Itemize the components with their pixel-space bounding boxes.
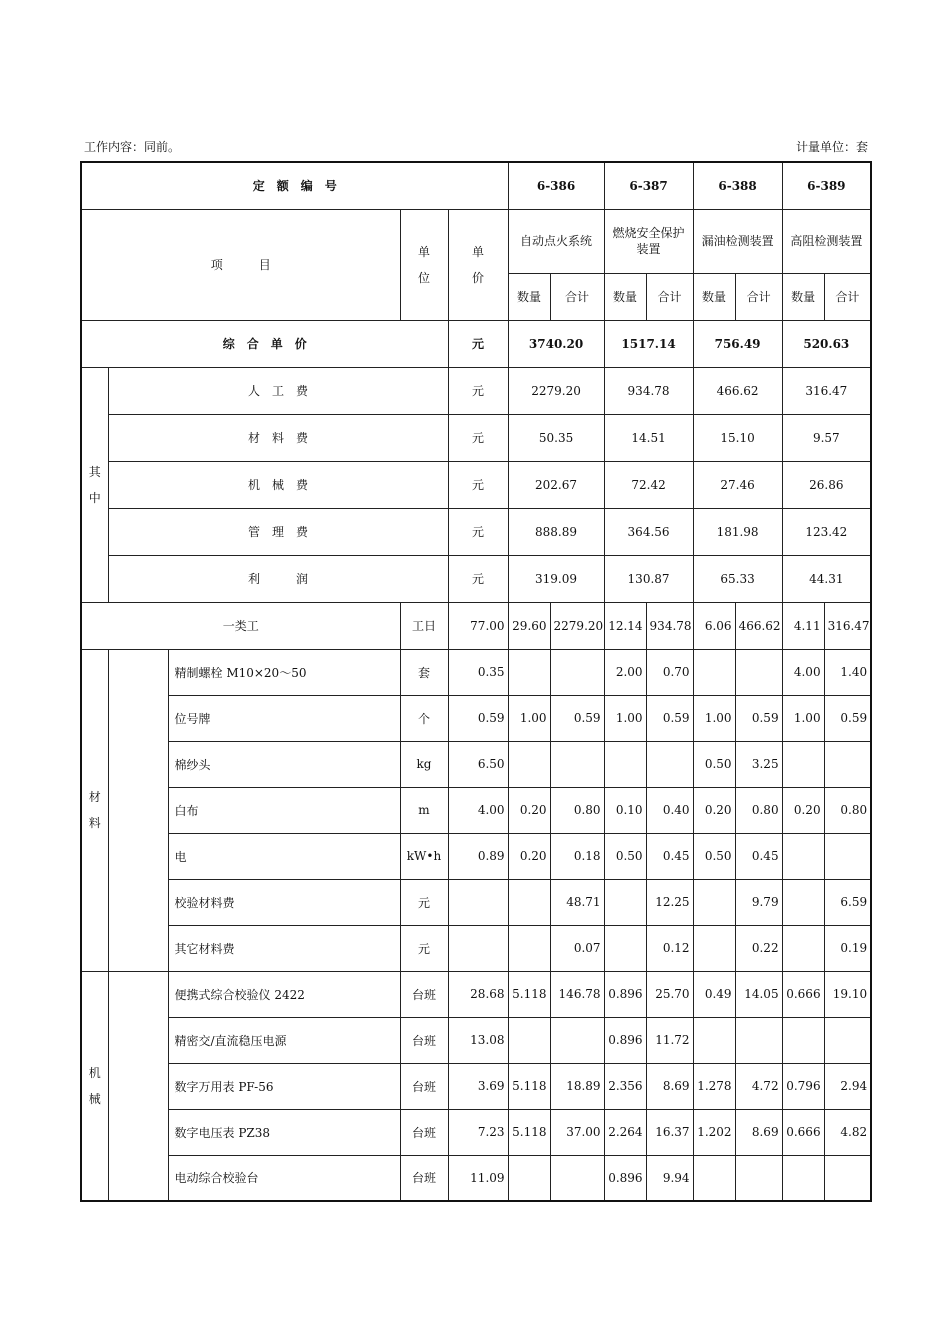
- among-item-value: 181.98: [693, 508, 782, 555]
- among-item-label: 人 工 费: [108, 367, 448, 414]
- machinery-cell: [735, 1155, 782, 1201]
- material-cell: [508, 741, 550, 787]
- material-cell: 0.45: [646, 833, 693, 879]
- material-cell: 0.59: [824, 695, 871, 741]
- material-cell: 0.20: [693, 787, 735, 833]
- machinery-cell: 2.94: [824, 1063, 871, 1109]
- material-cell: [824, 833, 871, 879]
- labor-unit: 工日: [400, 602, 448, 649]
- material-cell: 1.00: [604, 695, 646, 741]
- material-cell: 48.71: [550, 879, 604, 925]
- among-item-value: 44.31: [782, 555, 871, 602]
- machinery-unit: 台班: [400, 971, 448, 1017]
- among-item-value: 202.67: [508, 461, 604, 508]
- material-unit: 套: [400, 649, 448, 695]
- machinery-cell: 19.10: [824, 971, 871, 1017]
- among-item-value: 888.89: [508, 508, 604, 555]
- material-cell: 0.07: [550, 925, 604, 971]
- machinery-cell: 5.118: [508, 1063, 550, 1109]
- material-price: 0.59: [448, 695, 508, 741]
- machinery-cell: [824, 1155, 871, 1201]
- material-price: 4.00: [448, 787, 508, 833]
- machinery-cell: 5.118: [508, 971, 550, 1017]
- material-cell: [693, 649, 735, 695]
- material-cell: 0.80: [824, 787, 871, 833]
- labor-cell: 6.06: [693, 602, 735, 649]
- material-name: 白布: [168, 787, 400, 833]
- material-price: [448, 925, 508, 971]
- among-item-unit: 元: [448, 414, 508, 461]
- material-unit: 个: [400, 695, 448, 741]
- price-header: 单 价: [448, 209, 508, 320]
- machinery-cell: 4.72: [735, 1063, 782, 1109]
- machinery-cell: 5.118: [508, 1109, 550, 1155]
- among-item-value: 123.42: [782, 508, 871, 555]
- material-cell: 1.40: [824, 649, 871, 695]
- material-price: 0.35: [448, 649, 508, 695]
- quota-code: 6-389: [782, 162, 871, 209]
- machinery-cell: 1.278: [693, 1063, 735, 1109]
- among-item-unit: 元: [448, 367, 508, 414]
- material-cell: 1.00: [782, 695, 824, 741]
- machinery-cell: 0.796: [782, 1063, 824, 1109]
- machinery-cell: 14.05: [735, 971, 782, 1017]
- qty-header: 数量: [693, 273, 735, 320]
- material-cell: 0.50: [693, 741, 735, 787]
- item-name: 自动点火系统: [508, 209, 604, 273]
- among-item-value: 9.57: [782, 414, 871, 461]
- material-cell: [735, 649, 782, 695]
- material-price: 0.89: [448, 833, 508, 879]
- material-cell: 0.80: [735, 787, 782, 833]
- machinery-cell: 8.69: [646, 1063, 693, 1109]
- material-cell: 2.00: [604, 649, 646, 695]
- among-item-value: 2279.20: [508, 367, 604, 414]
- among-item-value: 50.35: [508, 414, 604, 461]
- among-item-value: 65.33: [693, 555, 782, 602]
- machinery-cell: [735, 1017, 782, 1063]
- labor-cell: 316.47: [824, 602, 871, 649]
- composite-unit: 元: [448, 320, 508, 367]
- among-item-unit: 元: [448, 508, 508, 555]
- machinery-price: 3.69: [448, 1063, 508, 1109]
- material-cell: 9.79: [735, 879, 782, 925]
- labor-cell: 12.14: [604, 602, 646, 649]
- machinery-unit: 台班: [400, 1109, 448, 1155]
- material-name: 棉纱头: [168, 741, 400, 787]
- item-header: 项 目: [81, 209, 400, 320]
- materials-blank: [108, 649, 168, 971]
- machinery-cell: [508, 1155, 550, 1201]
- material-cell: 0.20: [508, 787, 550, 833]
- labor-price: 77.00: [448, 602, 508, 649]
- labor-cell: 2279.20: [550, 602, 604, 649]
- material-price: [448, 879, 508, 925]
- material-cell: [646, 741, 693, 787]
- among-item-unit: 元: [448, 555, 508, 602]
- quota-table: [80, 161, 872, 1202]
- material-name: 电: [168, 833, 400, 879]
- machinery-cell: 8.69: [735, 1109, 782, 1155]
- machinery-price: 13.08: [448, 1017, 508, 1063]
- material-cell: [782, 925, 824, 971]
- measure-unit: 计量单位：套: [795, 140, 868, 154]
- machinery-cell: [550, 1017, 604, 1063]
- among-item-value: 319.09: [508, 555, 604, 602]
- machinery-name: 精密交/直流稳压电源: [168, 1017, 400, 1063]
- among-item-value: 466.62: [693, 367, 782, 414]
- total-header: 合计: [646, 273, 693, 320]
- material-cell: 1.00: [508, 695, 550, 741]
- material-cell: [782, 741, 824, 787]
- machinery-cell: 0.49: [693, 971, 735, 1017]
- quota-code: 6-386: [508, 162, 604, 209]
- material-unit: kg: [400, 741, 448, 787]
- material-cell: 0.19: [824, 925, 871, 971]
- material-cell: 3.25: [735, 741, 782, 787]
- machinery-cell: 0.896: [604, 1017, 646, 1063]
- material-cell: [508, 925, 550, 971]
- material-cell: [508, 879, 550, 925]
- machinery-cell: 37.00: [550, 1109, 604, 1155]
- material-cell: 0.45: [735, 833, 782, 879]
- machinery-unit: 台班: [400, 1017, 448, 1063]
- material-price: 6.50: [448, 741, 508, 787]
- machinery-cell: 25.70: [646, 971, 693, 1017]
- among-item-value: 15.10: [693, 414, 782, 461]
- labor-label: 一类工: [81, 602, 400, 649]
- material-cell: 0.50: [693, 833, 735, 879]
- machinery-cell: 146.78: [550, 971, 604, 1017]
- material-cell: 0.80: [550, 787, 604, 833]
- qty-header: 数量: [782, 273, 824, 320]
- material-cell: [508, 649, 550, 695]
- machinery-cell: [693, 1017, 735, 1063]
- material-cell: 0.18: [550, 833, 604, 879]
- among-item-value: 934.78: [604, 367, 693, 414]
- machinery-cell: [550, 1155, 604, 1201]
- material-name: 其它材料费: [168, 925, 400, 971]
- item-name: 高阻检测装置: [782, 209, 871, 273]
- item-name: 漏油检测装置: [693, 209, 782, 273]
- material-cell: 1.00: [693, 695, 735, 741]
- labor-cell: 29.60: [508, 602, 550, 649]
- material-cell: [550, 741, 604, 787]
- machinery-name: 便携式综合校验仪 2422: [168, 971, 400, 1017]
- material-unit: kW•h: [400, 833, 448, 879]
- composite-value: 1517.14: [604, 320, 693, 367]
- machinery-cell: 11.72: [646, 1017, 693, 1063]
- item-name: 燃烧安全保护装置: [604, 209, 693, 273]
- machinery-cell: [824, 1017, 871, 1063]
- material-cell: [604, 925, 646, 971]
- among-item-value: 26.86: [782, 461, 871, 508]
- material-cell: 0.59: [735, 695, 782, 741]
- quota-code: 6-388: [693, 162, 782, 209]
- machinery-name: 数字万用表 PF-56: [168, 1063, 400, 1109]
- material-cell: 0.12: [646, 925, 693, 971]
- among-item-value: 27.46: [693, 461, 782, 508]
- machinery-price: 11.09: [448, 1155, 508, 1201]
- labor-cell: 466.62: [735, 602, 782, 649]
- machinery-cell: 16.37: [646, 1109, 693, 1155]
- composite-label: 综 合 单 价: [81, 320, 448, 367]
- among-item-unit: 元: [448, 461, 508, 508]
- material-name: 校验材料费: [168, 879, 400, 925]
- machinery-cell: 18.89: [550, 1063, 604, 1109]
- composite-value: 3740.20: [508, 320, 604, 367]
- machinery-cell: 0.666: [782, 1109, 824, 1155]
- material-name: 精制螺栓 M10×20～50: [168, 649, 400, 695]
- material-cell: 0.20: [508, 833, 550, 879]
- among-item-value: 130.87: [604, 555, 693, 602]
- quota-code-label: 定 额 编 号: [81, 162, 508, 209]
- among-item-value: 72.42: [604, 461, 693, 508]
- material-cell: [782, 833, 824, 879]
- among-item-label: 机 械 费: [108, 461, 448, 508]
- among-label: 其 中: [81, 367, 108, 602]
- material-cell: 0.10: [604, 787, 646, 833]
- total-header: 合计: [735, 273, 782, 320]
- machinery-label: 机 械: [81, 971, 108, 1201]
- material-cell: 0.59: [646, 695, 693, 741]
- machinery-cell: 0.896: [604, 971, 646, 1017]
- machinery-cell: 4.82: [824, 1109, 871, 1155]
- material-unit: m: [400, 787, 448, 833]
- material-cell: [824, 741, 871, 787]
- among-item-label: 利 润: [108, 555, 448, 602]
- material-cell: 12.25: [646, 879, 693, 925]
- machinery-unit: 台班: [400, 1155, 448, 1201]
- machinery-cell: [693, 1155, 735, 1201]
- among-item-value: 316.47: [782, 367, 871, 414]
- machinery-cell: 2.356: [604, 1063, 646, 1109]
- material-cell: [782, 879, 824, 925]
- material-cell: 6.59: [824, 879, 871, 925]
- among-item-label: 材 料 费: [108, 414, 448, 461]
- composite-value: 520.63: [782, 320, 871, 367]
- material-cell: 0.20: [782, 787, 824, 833]
- work-content: 工作内容：同前。: [84, 140, 181, 154]
- among-item-label: 管 理 费: [108, 508, 448, 555]
- machinery-unit: 台班: [400, 1063, 448, 1109]
- material-cell: 0.22: [735, 925, 782, 971]
- labor-cell: 4.11: [782, 602, 824, 649]
- machinery-name: 电动综合校验台: [168, 1155, 400, 1201]
- material-cell: 0.59: [550, 695, 604, 741]
- machinery-cell: 1.202: [693, 1109, 735, 1155]
- labor-cell: 934.78: [646, 602, 693, 649]
- material-unit: 元: [400, 925, 448, 971]
- material-cell: 4.00: [782, 649, 824, 695]
- machinery-cell: [508, 1017, 550, 1063]
- material-cell: [604, 741, 646, 787]
- material-cell: [693, 879, 735, 925]
- quota-code: 6-387: [604, 162, 693, 209]
- machinery-price: 28.68: [448, 971, 508, 1017]
- machinery-name: 数字电压表 PZ38: [168, 1109, 400, 1155]
- material-cell: 0.70: [646, 649, 693, 695]
- unit-header: 单 位: [400, 209, 448, 320]
- qty-header: 数量: [508, 273, 550, 320]
- material-unit: 元: [400, 879, 448, 925]
- machinery-cell: [782, 1017, 824, 1063]
- machinery-cell: 0.896: [604, 1155, 646, 1201]
- total-header: 合计: [550, 273, 604, 320]
- material-cell: [693, 925, 735, 971]
- composite-value: 756.49: [693, 320, 782, 367]
- material-cell: [550, 649, 604, 695]
- material-cell: 0.50: [604, 833, 646, 879]
- material-cell: 0.40: [646, 787, 693, 833]
- among-item-value: 14.51: [604, 414, 693, 461]
- material-cell: [604, 879, 646, 925]
- among-item-value: 364.56: [604, 508, 693, 555]
- machinery-cell: [782, 1155, 824, 1201]
- material-name: 位号牌: [168, 695, 400, 741]
- total-header: 合计: [824, 273, 871, 320]
- materials-label: 材 料: [81, 649, 108, 971]
- machinery-blank: [108, 971, 168, 1201]
- qty-header: 数量: [604, 273, 646, 320]
- machinery-cell: 2.264: [604, 1109, 646, 1155]
- machinery-cell: 0.666: [782, 971, 824, 1017]
- machinery-cell: 9.94: [646, 1155, 693, 1201]
- machinery-price: 7.23: [448, 1109, 508, 1155]
